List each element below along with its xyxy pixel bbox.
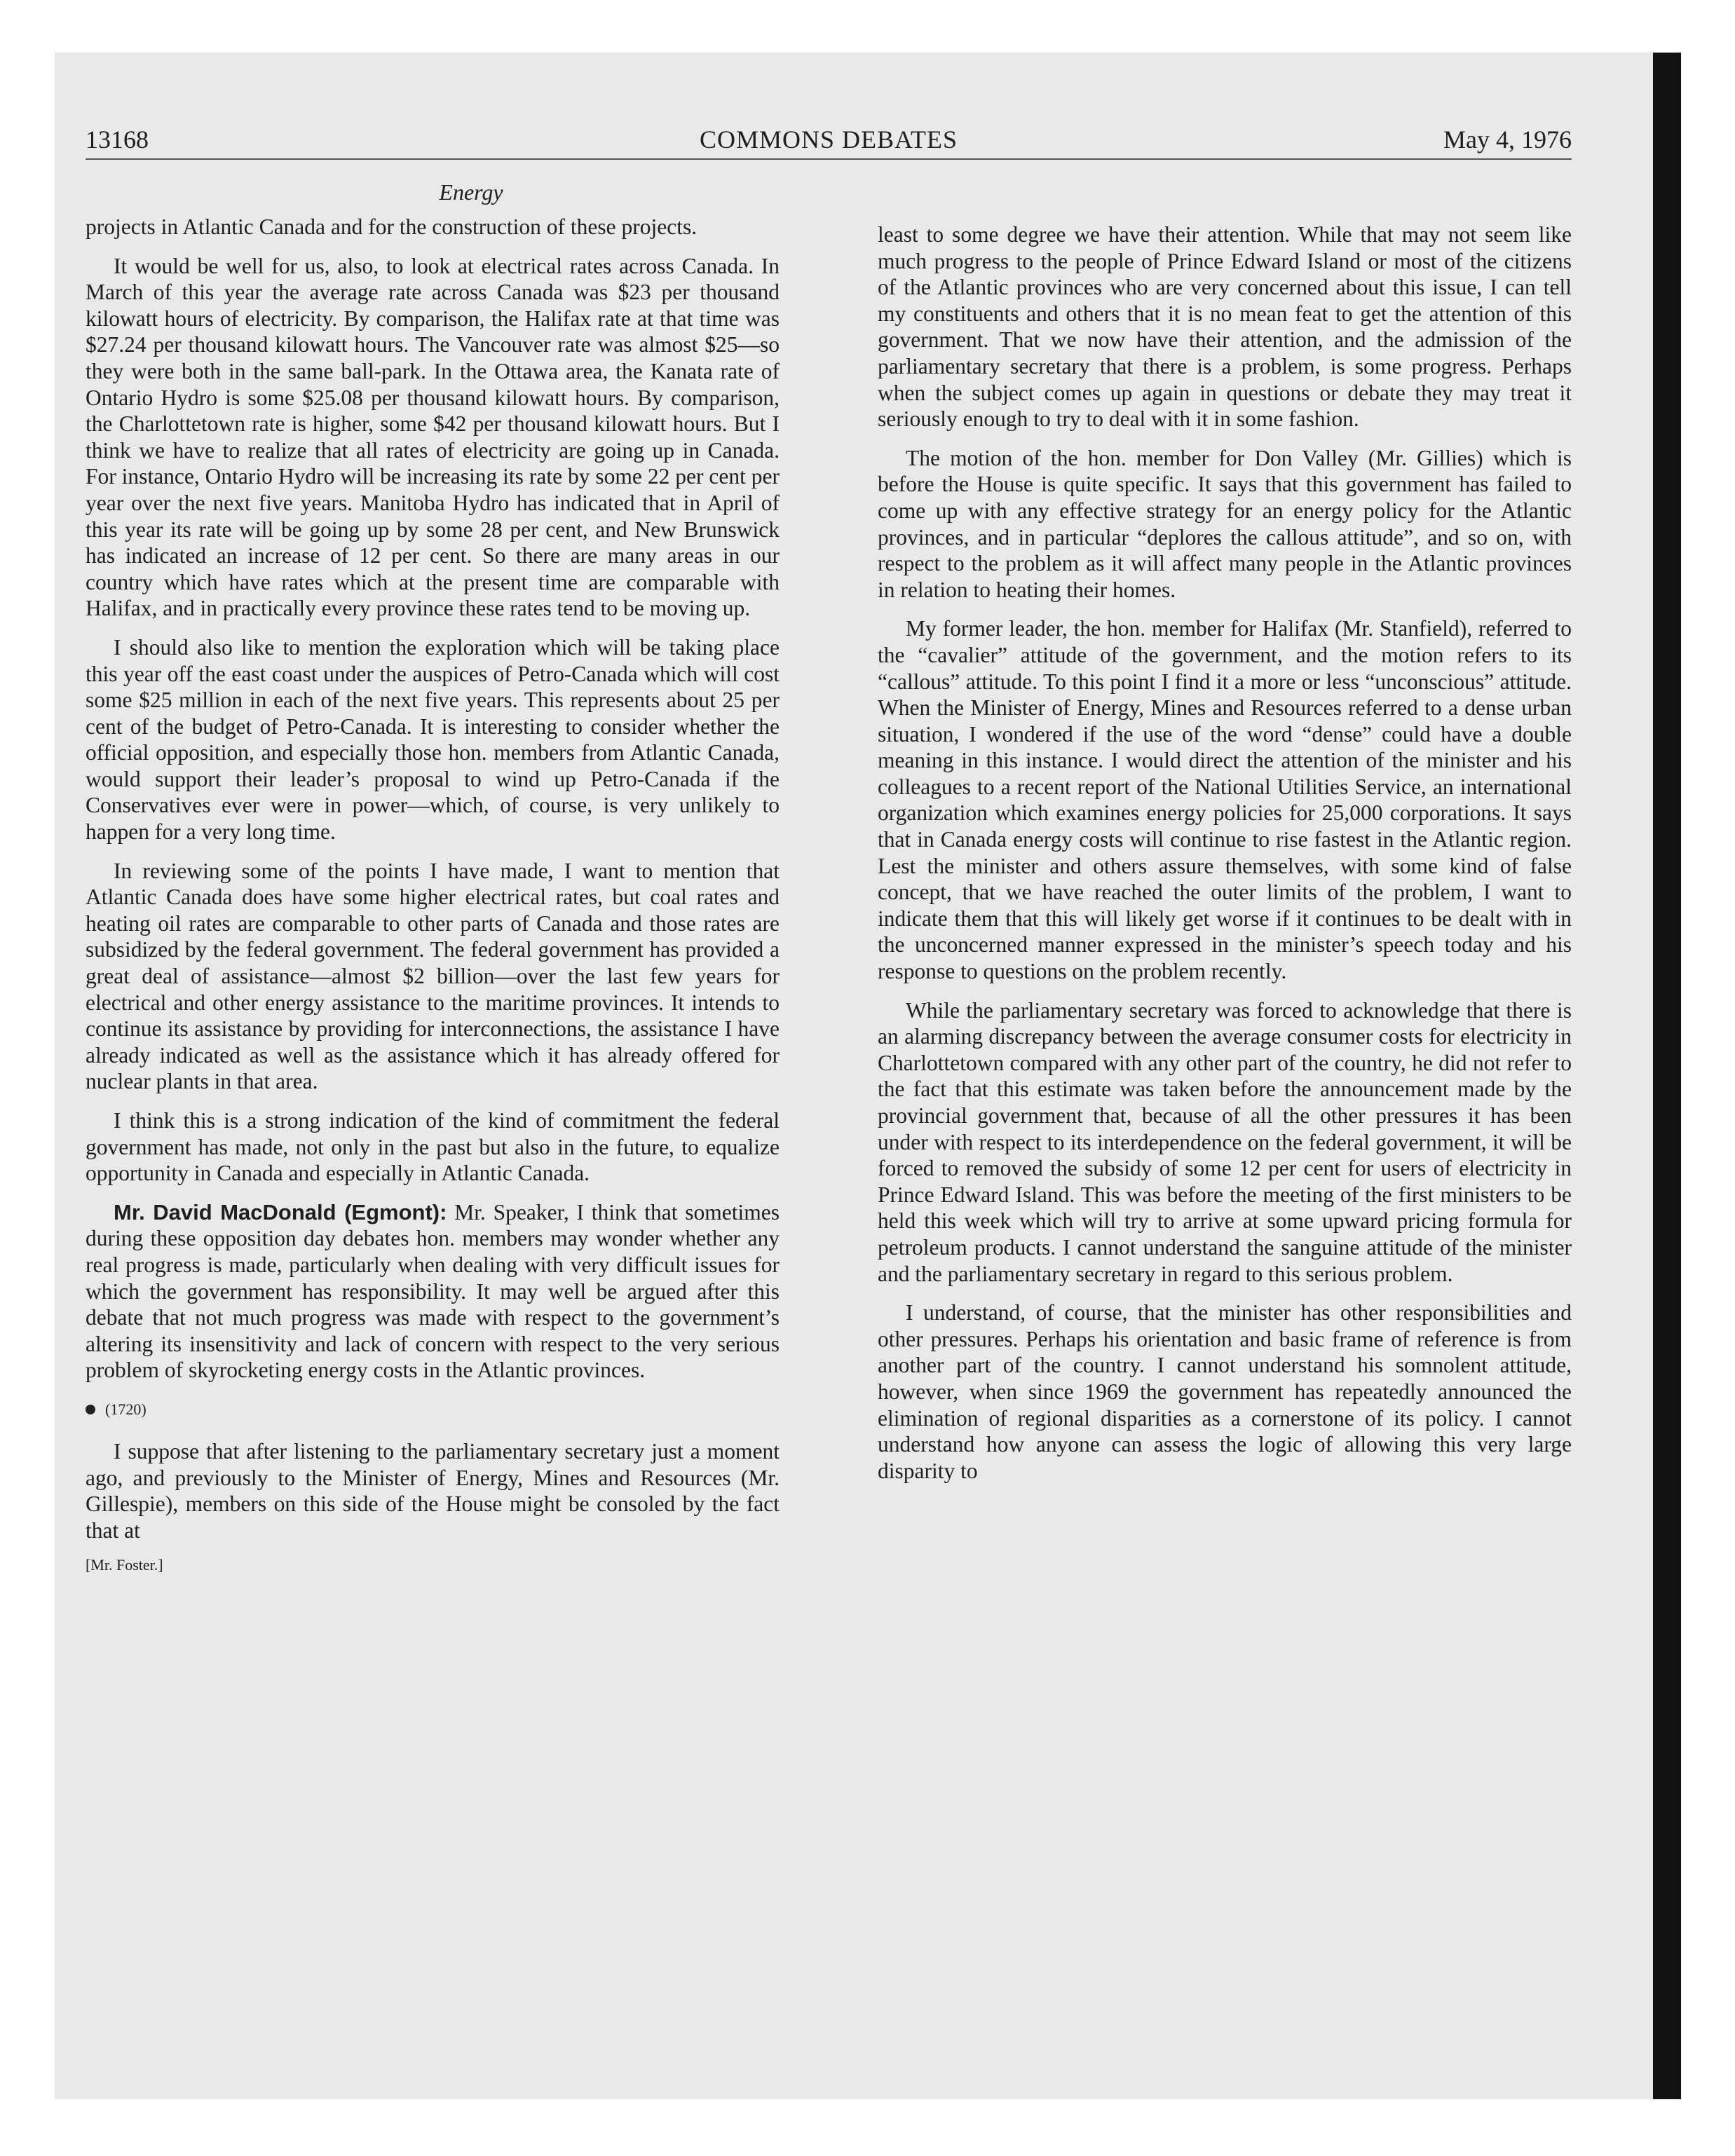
right-paragraph-3: My former leader, the hon. member for Halifax (Mr. Stanfield), referred to the “cavalier” attitude of the government, and the motion refers to its “callous” attitude. To this point I find it a more or less “unconscious” attitude. When the Minister of Energy, Mines and Resources referred to a dense urban situation, I wondered if the use of the word “dense” could have a double meaning in this instance. I would direct the attention of the minister and his colleagues to a recent report of the National Utilities Service, an international organization which examines energy policies for 25,000 corporations. It says that in Canada energy costs will continue to rise fastest in the Atlantic region. Lest the minister and others assure themselves, with some kind of false concept, that we have reached the outer limits of the problem, I want to indicate them that this will likely get worse if it continues to be dealt with in the unconcerned manner expressed in the minister’s speech today and his response to questions on the problem recently.: [878, 616, 1572, 984]
footer-note: [Mr. Foster.]: [86, 1556, 163, 1574]
publication-date: May 4, 1976: [1443, 125, 1572, 153]
section-title: Energy: [439, 179, 503, 205]
speaker-name: Mr. David MacDonald (Egmont):: [114, 1199, 447, 1224]
publication-title: COMMONS DEBATES: [699, 125, 958, 153]
left-paragraph-1: projects in Atlantic Canada and for the construction of these projects.: [86, 214, 698, 239]
left-paragraph-7: I suppose that after listening to the parliamentary secretary just a moment ago, and previously to the Minister of Energy, Mines and Resources (Mr. Gillespie), members on this side of the House might be consoled by the fact that at: [86, 1438, 780, 1543]
speech-text: Mr. Speaker, I think that sometimes during these opposition day debates hon. members may wonder whether any real progress is made, particularly when dealing with very difficult issues for which the government has responsibility. It may well be argued after this debate that not much progress was made with respect to the government’s altering its insensitivity and lack of concern with respect to the very serious problem of skyrocketing energy costs in the Atlantic provinces.: [86, 1199, 780, 1383]
binding-edge: [1653, 53, 1681, 2099]
right-paragraph-2: The motion of the hon. member for Don Valley (Mr. Gillies) which is before the House is quite specific. It says that this government has failed to come up with any effective strategy for an energy policy for the Atlantic provinces, and in particular “deplores the callous attitude”, and so on, with respect to the problem as it will affect many people in the Atlantic provinces in relation to heating their homes.: [878, 445, 1572, 602]
bullet-icon: [86, 1405, 95, 1414]
left-paragraph-2: It would be well for us, also, to look at electrical rates across Canada. In March of this year the average rate across Canada was $23 per thousand kilowatt hours of electricity. By comparison, the Halifax rate at that time was $27.24 per thousand kilowatt hours. The Vancouver rate was almost $25—so they were both in the same ball-park. In the Ottawa area, the Kanata rate of Ontario Hydro is some $25.08 per thousand kilowatt hours. By comparison, the Charlottetown rate is higher, some $42 per thousand kilowatt hours. But I think we have to realize that all rates of electricity are going up in Canada. For instance, Ontario Hydro will be increasing its rate by some 22 per cent per year over the next five years. Manitoba Hydro has indicated that in April of this year its rate will be going up by some 28 per cent, and New Brunswick has indicated an increase of 12 per cent. So there are many areas in our country which have rates which at the present time are comparable with Halifax, and in practically every province these rates tend to be moving up.: [86, 253, 780, 621]
right-paragraph-4: While the parliamentary secretary was forced to acknowledge that there is an alarming discrepancy between the average consumer costs for electricity in Charlottetown compared with any other part of the country, he did not refer to the fact that this estimate was taken before the announcement made by the provincial government that, because of all the other pressures it has been under with respect to its interdependence on the federal government, it will be forced to removed the subsidy of some 12 per cent for users of electricity in Prince Edward Island. This was before the meeting of the first ministers to be held this week which will try to arrive at some upward pricing formula for petroleum products. I cannot understand the sanguine attitude of the minister and the parliamentary secretary in regard to this serious problem.: [878, 997, 1572, 1286]
timestamp-text: (1720): [105, 1400, 147, 1418]
page-header: [86, 119, 1572, 160]
left-column: [86, 179, 780, 1574]
left-paragraph-4: In reviewing some of the points I have made, I want to mention that Atlantic Canada does have some higher electrical rates, but coal rates and heating oil rates are comparable to other parts of Canada and those rates are subsidized by the federal government. The federal government has provided a great deal of assistance—almost $2 billion—over the last few years for electrical and other energy assistance to the maritime provinces. It intends to continue its assistance by providing for interconnections, the assistance I have already indicated as well as the assistance which it has already offered for nuclear plants in that area.: [86, 858, 780, 1094]
right-paragraph-1: least to some degree we have their attention. While that may not seem like much progress to the people of Prince Edward Island or most of the citizens of the Atlantic provinces who are very concerned about this issue, I can tell my constituents and others that it is no mean feat to get the attention of this government. That we now have their attention, and the admission of the parliamentary secretary that there is a problem, is some progress. Perhaps when the subject comes up again in questions or debate they may treat it seriously enough to try to deal with it in some fashion.: [878, 222, 1572, 432]
left-paragraph-3: I should also like to mention the exploration which will be taking place this year off the east coast under the auspices of Petro-Canada which will cost some $25 million in each of the next five years. This represents about 25 per cent of the budget of Petro-Canada. It is interesting to consider whether the official opposition, and especially those hon. members from Atlantic Canada, would support their leader’s proposal to wind up Petro-Canada if the Conservatives ever were in power—which, of course, is very unlikely to happen for a very long time.: [86, 634, 780, 845]
timestamp-marker: [86, 1400, 780, 1419]
right-column: [878, 221, 1572, 1496]
right-paragraph-5: I understand, of course, that the minister has other responsibilities and other pressures. Perhaps his orientation and basic frame of reference is from another part of the country. I cannot understand his somnolent attitude, however, when since 1969 the government has repeatedly announced the elimination of regional disparities as a cornerstone of its policy. I cannot understand how anyone can assess the logic of allowing this very large disparity to: [878, 1300, 1572, 1483]
left-paragraph-5: I think this is a strong indication of the kind of commitment the federal government has made, not only in the past but also in the future, to equalize opportunity in Canada and especially in Atlantic Canada.: [86, 1108, 780, 1186]
page-number: 13168: [86, 125, 149, 153]
speech-paragraph: [86, 1199, 780, 1384]
document-page: [86, 119, 1572, 1574]
